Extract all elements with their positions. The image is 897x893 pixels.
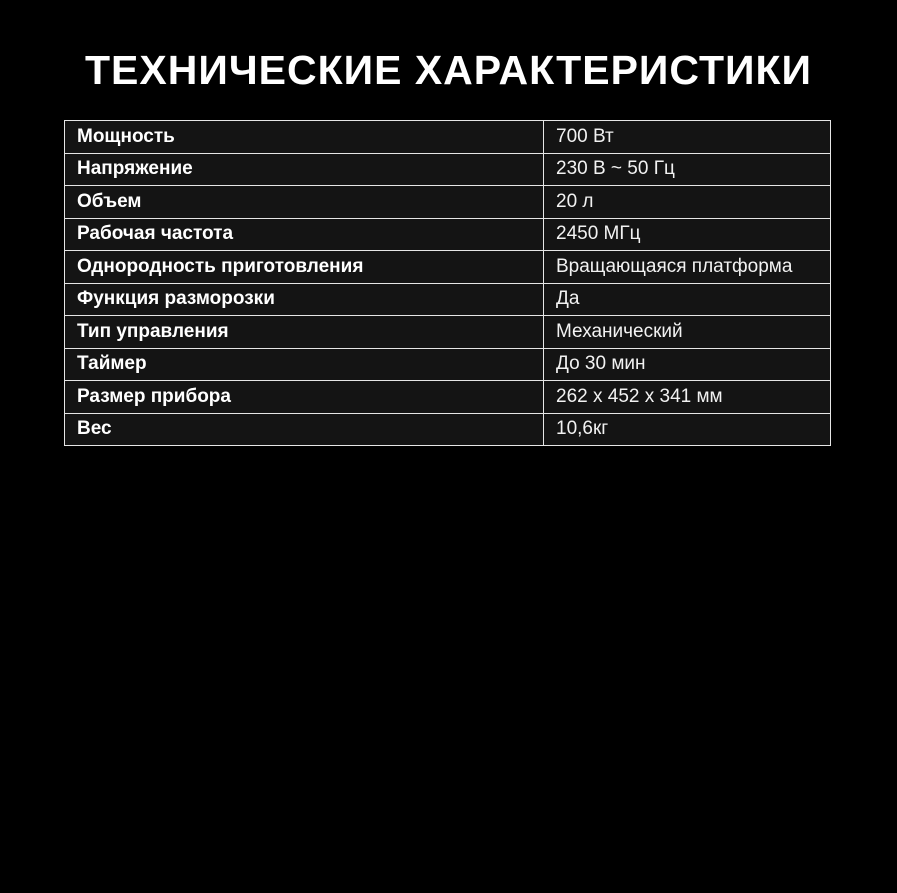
spec-value: 262 х 452 х 341 мм	[544, 381, 831, 414]
table-row	[65, 121, 831, 154]
spec-name: Вес	[65, 413, 544, 446]
table-row	[65, 186, 831, 219]
spec-value: 2450 МГц	[544, 218, 831, 251]
spec-name: Таймер	[65, 348, 544, 381]
spec-name: Объем	[65, 186, 544, 219]
spec-table	[64, 120, 831, 446]
spec-name: Размер прибора	[65, 381, 544, 414]
spec-value: 230 В ~ 50 Гц	[544, 153, 831, 186]
table-row	[65, 218, 831, 251]
spec-name: Рабочая частота	[65, 218, 544, 251]
table-row	[65, 283, 831, 316]
table-row	[65, 153, 831, 186]
spec-value: Вращающаяся платформа	[544, 251, 831, 284]
spec-value: До 30 мин	[544, 348, 831, 381]
table-row	[65, 348, 831, 381]
spec-name: Мощность	[65, 121, 544, 154]
spec-value: 10,6кг	[544, 413, 831, 446]
spec-value: 20 л	[544, 186, 831, 219]
spec-name: Функция разморозки	[65, 283, 544, 316]
spec-name: Однородность приготовления	[65, 251, 544, 284]
page-title: ТЕХНИЧЕСКИЕ ХАРАКТЕРИСТИКИ	[85, 47, 812, 93]
spec-value: Да	[544, 283, 831, 316]
spec-name: Тип управления	[65, 316, 544, 349]
spec-value: Механический	[544, 316, 831, 349]
spec-name: Напряжение	[65, 153, 544, 186]
table-row	[65, 381, 831, 414]
table-row	[65, 251, 831, 284]
spec-value: 700 Вт	[544, 121, 831, 154]
table-row	[65, 413, 831, 446]
table-row	[65, 316, 831, 349]
